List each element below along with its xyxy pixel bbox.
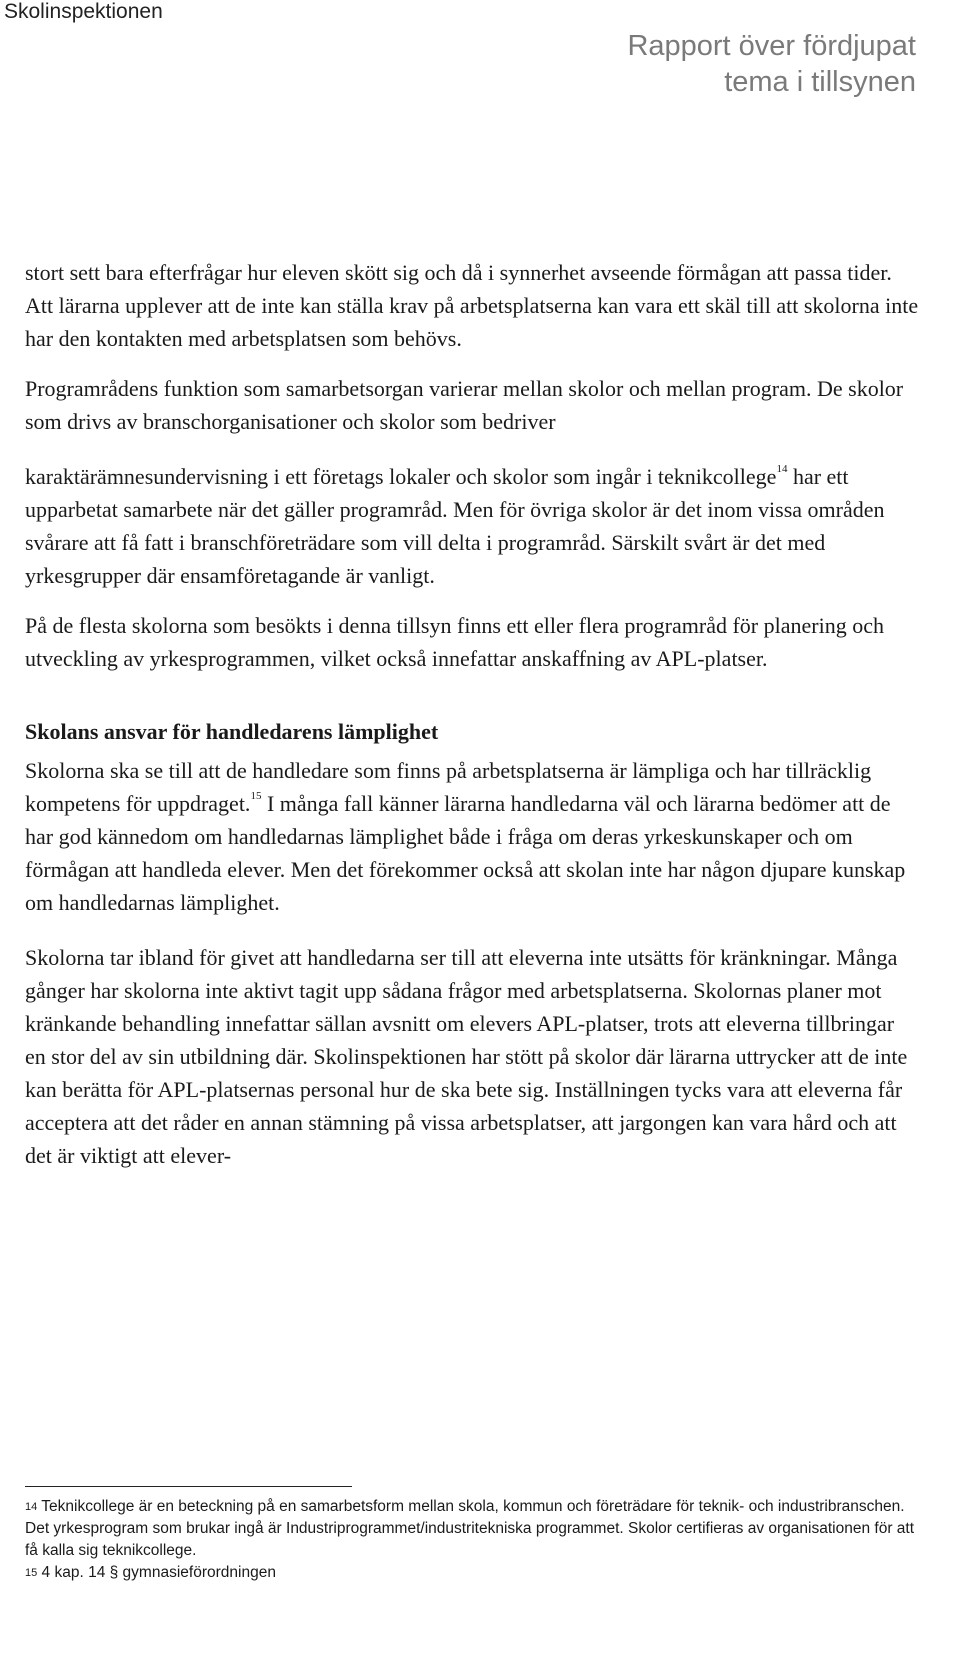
footnote-number: 14 <box>25 1501 38 1513</box>
footnote-14 <box>25 1496 925 1562</box>
report-title <box>627 28 916 100</box>
paragraph-5-text-b: I många fall känner lärarna handledarna väl och lärarna bedömer att de har god kännedom om handledarnas lämplighet både i fråga om deras yrkeskunskaper och om förmågan att handleda elever. Men det förekommer också att skolan inte har någon djupare kunskap om handledarnas lämplighet. <box>25 791 906 915</box>
paragraph-4: På de flesta skolorna som besökts i denna tillsyn finns ett eller flera programråd för planering och utveckling av yrkesprogrammen, vilket också innefattar anskaffning av APL-platser. <box>25 613 884 671</box>
paragraph-5 <box>25 754 920 919</box>
report-title-line-2: tema i tillsynen <box>724 66 916 98</box>
paragraph-2: Programrådens funktion som samarbetsorgan varierar mellan skolor och mellan program. De skolor som drivs av branschorganisationer och skolor som bedriver <box>25 376 904 434</box>
paragraph-3 <box>25 460 920 592</box>
paragraph-6: Skolorna tar ibland för givet att handledarna ser till att eleverna inte utsätts för kränkningar. Många gånger har skolorna inte aktivt tagit upp sådana frågor med arbetsplatserna. Skolornas planer mot kränkande behandling innefattar sällan avsnitt om elevers APL-platser, trots att eleverna tillbringar en stor del av sin utbildning där. Skolinspektionen har stött på skolor där lärarna uttrycker att de inte kan berätta för APL-platsernas personal hur de ska bete sig. Inställningen tycks vara att eleverna får acceptera att det råder en annan stämning på vissa arbetsplatser, att jargongen kan vara hård och att det är viktigt att elever- <box>25 945 908 1168</box>
organization-name: Skolinspektionen <box>4 0 163 23</box>
paragraph-3-text-b: har ett upparbetat samarbete när det gäller programråd. Men för övriga skolor är det inom vissa områden svårare att få fatt i branschföreträdare som vill delta i programråd. Särskilt svårt är det med yrkesgrupper där ensamföretagande är vanligt. <box>25 464 885 588</box>
paragraph-5-text-a: Skolorna ska se till att de handledare som finns på arbetsplatserna är lämpliga och har tillräcklig kompetens för uppdraget. <box>25 758 872 816</box>
footnote-text: Teknikcollege är en beteckning på en samarbetsform mellan skola, kommun och företrädare för teknik- och industribranschen. Det yrkesprogram som brukar ingå är Industriprogrammet/industritekniska programmet. Skolor certifieras av organisationen för att få kalla sig teknikcollege. <box>25 1498 915 1559</box>
footnote-text: 4 kap. 14 § gymnasieförordningen <box>37 1564 276 1581</box>
paragraph-3-text-a: karaktärämnesundervisning i ett företags lokaler och skolor som ingår i teknikcollege <box>25 464 777 489</box>
footnote-ref-14[interactable]: 14 <box>776 463 788 475</box>
footnote-15 <box>25 1562 925 1584</box>
paragraph-1: stort sett bara efterfrågar hur eleven skött sig och då i synnerhet avseende förmågan att passa tider. Att lärarna upplever att de inte kan ställa krav på arbetsplatserna kan vara ett skäl till att skolorna inte har den kontakten med arbetsplatsen som behövs. <box>25 260 919 351</box>
report-title-line-1: Rapport över fördjupat <box>627 30 916 62</box>
footnote-number: 15 <box>25 1567 38 1579</box>
footnotes <box>25 1496 925 1584</box>
section-heading: Skolans ansvar för handledarens lämplighet <box>25 719 439 744</box>
main-text <box>25 256 920 1172</box>
footnote-divider <box>25 1486 352 1487</box>
footnote-ref-15[interactable]: 15 <box>250 790 262 802</box>
